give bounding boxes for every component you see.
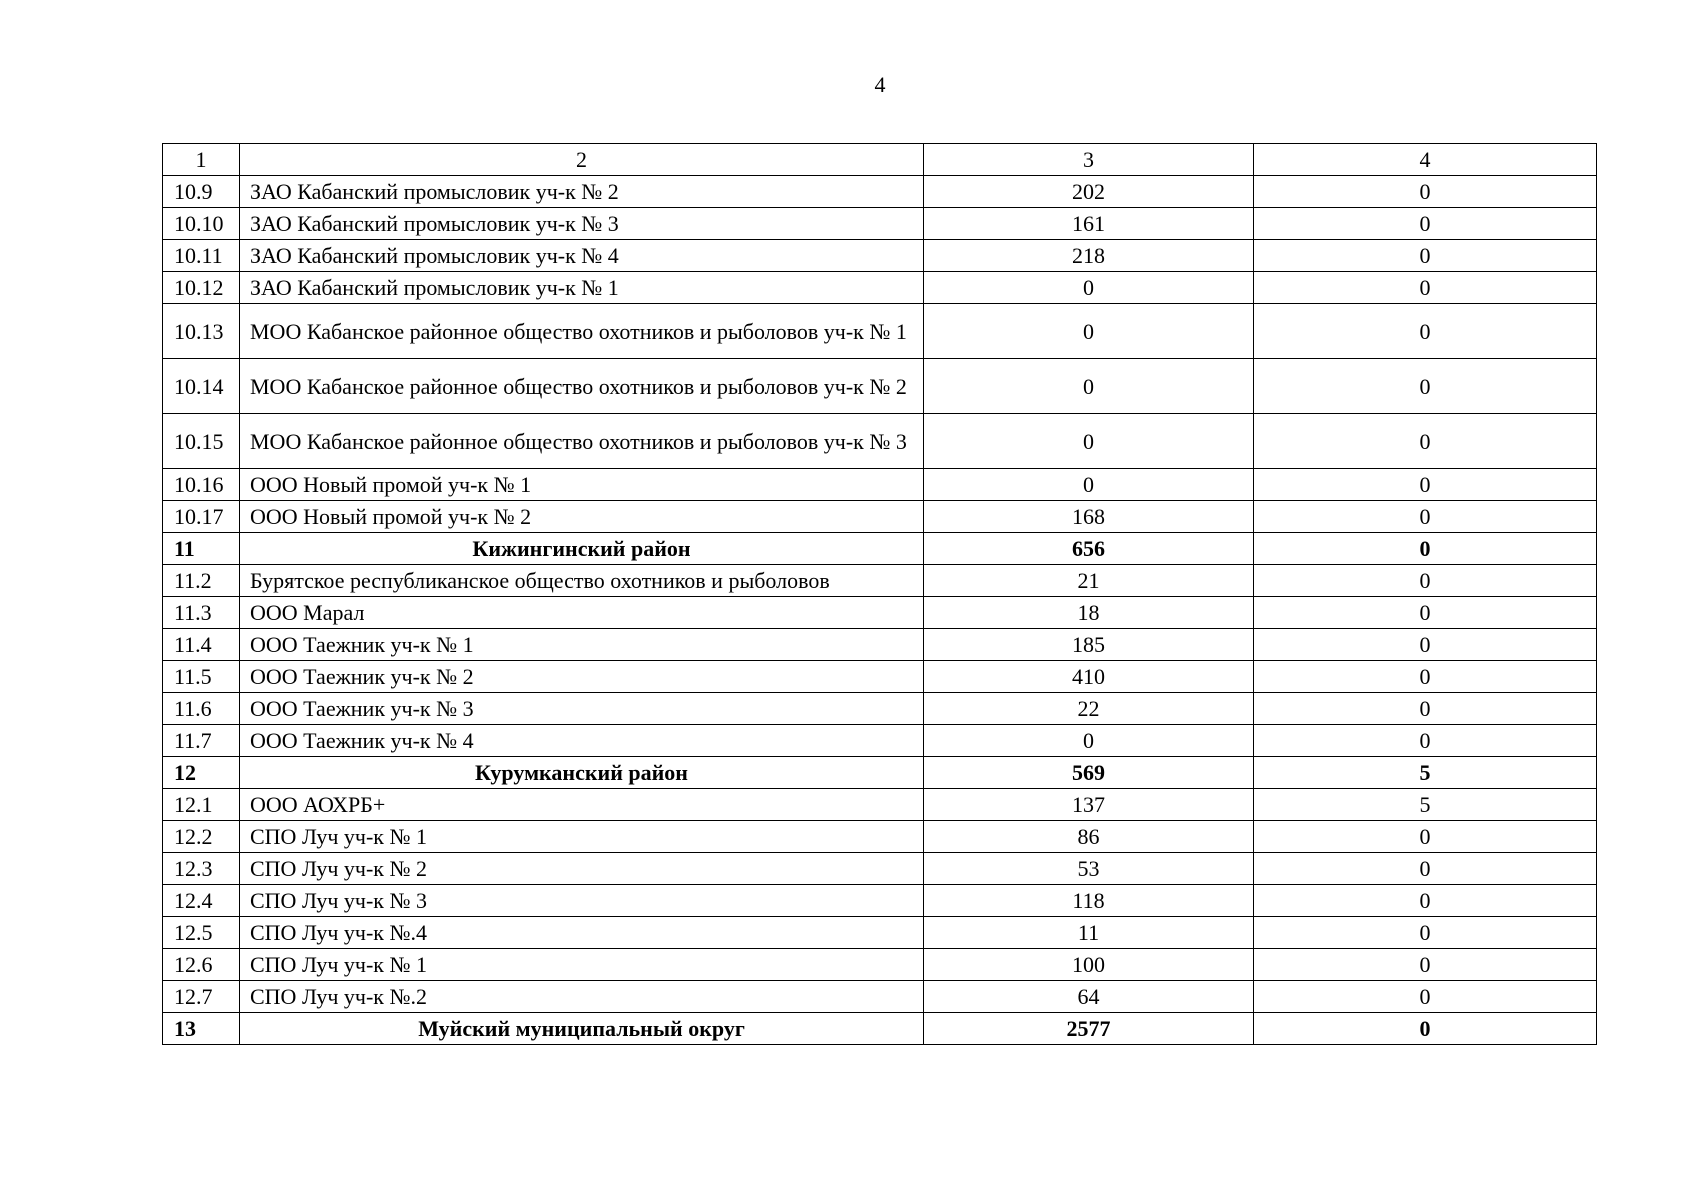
row-name-cell: Кижингинский район xyxy=(240,533,924,565)
row-name-cell: МОО Кабанское районное общество охотников и рыболовов уч-к № 3 xyxy=(240,414,924,469)
row-col3-cell: 53 xyxy=(924,853,1254,885)
row-number-cell: 12.3 xyxy=(163,853,240,885)
row-name-cell: ООО Новый промой уч-к № 2 xyxy=(240,501,924,533)
row-col4-cell: 5 xyxy=(1254,789,1597,821)
row-name-cell: Курумканский район xyxy=(240,757,924,789)
row-col3-cell: 21 xyxy=(924,565,1254,597)
table-row xyxy=(163,304,1597,359)
row-col3-cell: 0 xyxy=(924,272,1254,304)
table-row xyxy=(163,501,1597,533)
row-col3-cell: 64 xyxy=(924,981,1254,1013)
row-number-cell: 12 xyxy=(163,757,240,789)
row-number-cell: 12.4 xyxy=(163,885,240,917)
row-col4-cell: 0 xyxy=(1254,469,1597,501)
table-row-district xyxy=(163,1013,1597,1045)
row-name-cell: СПО Луч уч-к № 1 xyxy=(240,821,924,853)
table-row xyxy=(163,885,1597,917)
row-col4-cell: 0 xyxy=(1254,885,1597,917)
row-name-cell: СПО Луч уч-к №.2 xyxy=(240,981,924,1013)
row-col4-cell: 0 xyxy=(1254,725,1597,757)
row-col3-cell: 137 xyxy=(924,789,1254,821)
row-col3-cell: 656 xyxy=(924,533,1254,565)
row-number-cell: 11.2 xyxy=(163,565,240,597)
row-col3-cell: 2577 xyxy=(924,1013,1254,1045)
row-number-cell: 10.17 xyxy=(163,501,240,533)
row-col4-cell: 0 xyxy=(1254,533,1597,565)
table-row xyxy=(163,949,1597,981)
row-col3-cell: 11 xyxy=(924,917,1254,949)
row-name-cell: СПО Луч уч-к №.4 xyxy=(240,917,924,949)
row-number-cell: 10.11 xyxy=(163,240,240,272)
table-row xyxy=(163,693,1597,725)
row-col3-cell: 0 xyxy=(924,304,1254,359)
row-col4-cell: 0 xyxy=(1254,240,1597,272)
row-number-cell: 10.15 xyxy=(163,414,240,469)
table-body xyxy=(163,144,1597,1045)
table-row xyxy=(163,629,1597,661)
row-number-cell: 13 xyxy=(163,1013,240,1045)
table-row xyxy=(163,240,1597,272)
table-header-row xyxy=(163,144,1597,176)
row-number-cell: 11.3 xyxy=(163,597,240,629)
row-name-cell: СПО Луч уч-к № 1 xyxy=(240,949,924,981)
row-col3-cell: 185 xyxy=(924,629,1254,661)
table-row xyxy=(163,821,1597,853)
row-number-cell: 12.1 xyxy=(163,789,240,821)
table-row xyxy=(163,597,1597,629)
row-col3-cell: 168 xyxy=(924,501,1254,533)
row-col4-cell: 0 xyxy=(1254,597,1597,629)
page-number: 4 xyxy=(874,72,886,97)
row-number-cell: 12.7 xyxy=(163,981,240,1013)
table-row xyxy=(163,725,1597,757)
row-name-cell: ЗАО Кабанский промысловик уч-к № 2 xyxy=(240,176,924,208)
row-col4-cell: 0 xyxy=(1254,501,1597,533)
row-number-cell: 12.5 xyxy=(163,917,240,949)
table-row xyxy=(163,661,1597,693)
row-col4-cell: 0 xyxy=(1254,981,1597,1013)
row-col3-cell: 100 xyxy=(924,949,1254,981)
row-col4-cell: 0 xyxy=(1254,693,1597,725)
row-col4-cell: 0 xyxy=(1254,821,1597,853)
row-col4-cell: 0 xyxy=(1254,208,1597,240)
row-col4-cell: 0 xyxy=(1254,661,1597,693)
header-cell-4: 4 xyxy=(1254,144,1597,176)
row-name-cell: ООО Марал xyxy=(240,597,924,629)
row-name-cell: Бурятское республиканское общество охотников и рыболовов xyxy=(240,565,924,597)
row-col4-cell: 0 xyxy=(1254,949,1597,981)
row-name-cell: ЗАО Кабанский промысловик уч-к № 1 xyxy=(240,272,924,304)
row-name-cell: ООО Таежник уч-к № 4 xyxy=(240,725,924,757)
row-number-cell: 11.5 xyxy=(163,661,240,693)
row-name-cell: ООО Таежник уч-к № 2 xyxy=(240,661,924,693)
table-row xyxy=(163,414,1597,469)
row-name-cell: ООО АОХРБ+ xyxy=(240,789,924,821)
row-col4-cell: 0 xyxy=(1254,565,1597,597)
row-number-cell: 11.7 xyxy=(163,725,240,757)
table-row xyxy=(163,359,1597,414)
table-row xyxy=(163,853,1597,885)
row-col3-cell: 0 xyxy=(924,725,1254,757)
row-name-cell: ООО Таежник уч-к № 1 xyxy=(240,629,924,661)
row-number-cell: 12.6 xyxy=(163,949,240,981)
row-number-cell: 12.2 xyxy=(163,821,240,853)
table-row xyxy=(163,469,1597,501)
row-name-cell: МОО Кабанское районное общество охотников и рыболовов уч-к № 2 xyxy=(240,359,924,414)
table-row xyxy=(163,176,1597,208)
row-col3-cell: 22 xyxy=(924,693,1254,725)
row-col4-cell: 0 xyxy=(1254,359,1597,414)
header-cell-2: 2 xyxy=(240,144,924,176)
row-col4-cell: 0 xyxy=(1254,1013,1597,1045)
row-col3-cell: 18 xyxy=(924,597,1254,629)
table-row-district xyxy=(163,533,1597,565)
header-cell-3: 3 xyxy=(924,144,1254,176)
table-row xyxy=(163,565,1597,597)
row-col4-cell: 0 xyxy=(1254,414,1597,469)
row-col4-cell: 0 xyxy=(1254,272,1597,304)
row-col4-cell: 0 xyxy=(1254,176,1597,208)
table-row xyxy=(163,981,1597,1013)
table-row-district xyxy=(163,757,1597,789)
row-name-cell: Муйский муниципальный округ xyxy=(240,1013,924,1045)
table-row xyxy=(163,208,1597,240)
row-col3-cell: 218 xyxy=(924,240,1254,272)
table-row xyxy=(163,272,1597,304)
row-number-cell: 10.13 xyxy=(163,304,240,359)
row-number-cell: 11 xyxy=(163,533,240,565)
row-number-cell: 10.12 xyxy=(163,272,240,304)
row-col3-cell: 0 xyxy=(924,414,1254,469)
row-name-cell: МОО Кабанское районное общество охотников и рыболовов уч-к № 1 xyxy=(240,304,924,359)
table-row xyxy=(163,917,1597,949)
row-col4-cell: 5 xyxy=(1254,757,1597,789)
row-col3-cell: 0 xyxy=(924,469,1254,501)
row-col3-cell: 86 xyxy=(924,821,1254,853)
row-col3-cell: 202 xyxy=(924,176,1254,208)
row-number-cell: 10.10 xyxy=(163,208,240,240)
row-number-cell: 10.16 xyxy=(163,469,240,501)
row-name-cell: ЗАО Кабанский промысловик уч-к № 4 xyxy=(240,240,924,272)
row-name-cell: ЗАО Кабанский промысловик уч-к № 3 xyxy=(240,208,924,240)
row-name-cell: СПО Луч уч-к № 2 xyxy=(240,853,924,885)
row-col3-cell: 161 xyxy=(924,208,1254,240)
data-table xyxy=(162,143,1597,1045)
row-col3-cell: 118 xyxy=(924,885,1254,917)
header-cell-1: 1 xyxy=(163,144,240,176)
row-number-cell: 10.14 xyxy=(163,359,240,414)
row-col3-cell: 410 xyxy=(924,661,1254,693)
table-row xyxy=(163,789,1597,821)
row-number-cell: 10.9 xyxy=(163,176,240,208)
row-name-cell: СПО Луч уч-к № 3 xyxy=(240,885,924,917)
row-col4-cell: 0 xyxy=(1254,917,1597,949)
row-col4-cell: 0 xyxy=(1254,629,1597,661)
row-name-cell: ООО Новый промой уч-к № 1 xyxy=(240,469,924,501)
row-col4-cell: 0 xyxy=(1254,304,1597,359)
row-number-cell: 11.6 xyxy=(163,693,240,725)
row-name-cell: ООО Таежник уч-к № 3 xyxy=(240,693,924,725)
row-number-cell: 11.4 xyxy=(163,629,240,661)
row-col3-cell: 569 xyxy=(924,757,1254,789)
row-col3-cell: 0 xyxy=(924,359,1254,414)
row-col4-cell: 0 xyxy=(1254,853,1597,885)
